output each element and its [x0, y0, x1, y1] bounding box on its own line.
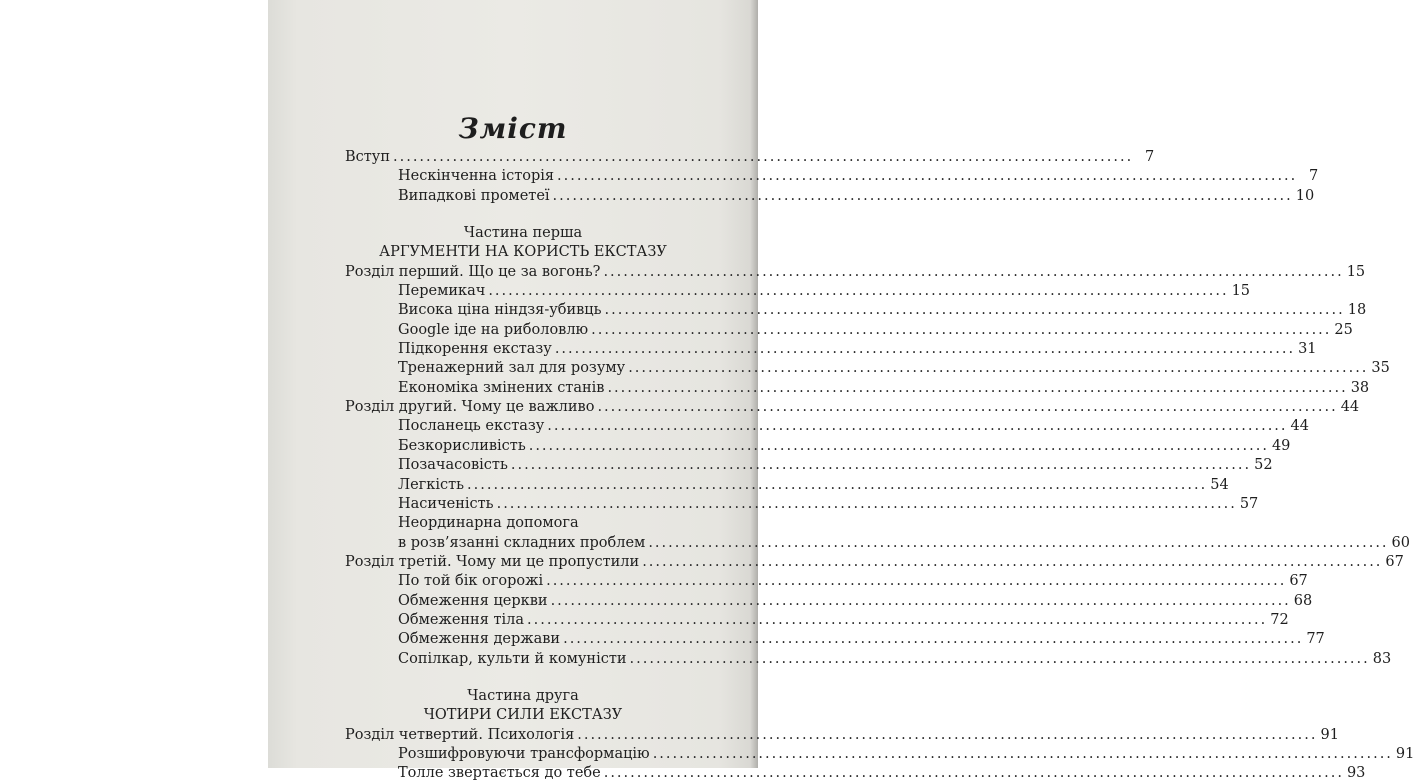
dot-leader: [553, 187, 1293, 206]
toc-entry-label: Розділ четвертий. Психологія: [345, 726, 575, 743]
toc-page-number: 18: [1347, 302, 1367, 319]
dot-leader: [653, 745, 1393, 764]
toc-page-number: 38: [1350, 379, 1370, 396]
dot-leader: [648, 534, 1388, 553]
toc-item[interactable]: [345, 495, 1259, 514]
toc-page-number: 7: [1309, 168, 1319, 185]
dot-leader: [547, 417, 1287, 436]
toc-page-number: 52: [1254, 457, 1273, 474]
toc-entry-label: Посланець екстазу: [398, 418, 545, 435]
dot-leader: [597, 398, 1337, 417]
dot-leader: [529, 437, 1269, 456]
toc-chapter[interactable]: [345, 263, 1366, 282]
toc-entry-label: Перемикач: [398, 283, 486, 300]
toc-page-number: 10: [1295, 187, 1315, 204]
toc-item[interactable]: [345, 340, 1317, 359]
toc-entry-label: Випадкові прометеї: [398, 187, 550, 204]
toc-page-number: 91: [1395, 745, 1414, 762]
toc-entry-label: в розв’язанні складних проблем: [398, 534, 646, 551]
toc-entry-label: Толле звертається до тебе: [398, 765, 601, 782]
toc-item[interactable]: [345, 437, 1291, 456]
toc-item-line1[interactable]: [345, 514, 685, 533]
toc-page-number: 35: [1371, 360, 1390, 377]
dot-leader: [603, 263, 1343, 282]
toc-item[interactable]: [345, 417, 1309, 436]
toc-chapter[interactable]: [345, 398, 1360, 417]
book-page: [268, 0, 1414, 782]
toc-item[interactable]: [345, 167, 1319, 186]
toc-entry-label: Економіка змінених станів: [398, 379, 605, 396]
dot-leader: [527, 611, 1267, 630]
toc-page-number: 57: [1239, 495, 1259, 512]
toc-entry-label: Обмеження тіла: [398, 611, 524, 628]
toc-entry-label: Розшифровуючи трансформацію: [398, 745, 650, 762]
toc-page-number: 67: [1289, 573, 1308, 590]
dot-leader: [607, 379, 1347, 398]
dot-leader: [642, 553, 1382, 572]
toc-entry-label: Нескінченна історія: [398, 168, 555, 185]
part-title: АРГУМЕНТИ НА КОРИСТЬ ЕКСТАЗУ: [379, 244, 667, 261]
dot-leader: [630, 650, 1370, 669]
toc-item[interactable]: [345, 592, 1313, 611]
toc-item[interactable]: [345, 321, 1353, 340]
toc-page-number: 67: [1385, 553, 1404, 570]
toc-page-number: 83: [1372, 650, 1392, 667]
toc-entry-label: Обмеження церкви: [398, 592, 548, 609]
toc-page-number: 25: [1334, 321, 1353, 338]
dot-leader: [577, 726, 1317, 745]
toc-item[interactable]: [345, 572, 1308, 591]
toc-page-number: 60: [1391, 534, 1410, 551]
dot-leader: [488, 282, 1228, 301]
toc-entry-label: Позачасовість: [398, 457, 508, 474]
toc-page-number: 44: [1290, 418, 1309, 435]
dot-leader: [591, 321, 1331, 340]
dot-leader: [555, 340, 1295, 359]
toc-page-number: 15: [1231, 283, 1251, 300]
toc-page-number: 31: [1298, 341, 1317, 358]
toc-item[interactable]: [345, 476, 1229, 495]
toc-entry-label: Розділ третій. Чому ми це пропустили: [345, 553, 640, 570]
dot-leader: [551, 592, 1291, 611]
toc-entry-label: Безкорисливість: [398, 437, 526, 454]
toc-item-line2[interactable]: [345, 534, 1410, 553]
toc-page-number: 54: [1210, 476, 1229, 493]
toc-chapter[interactable]: [345, 553, 1404, 572]
toc-item[interactable]: [345, 650, 1392, 669]
table-of-contents: [345, 148, 1414, 784]
toc-page-number: 44: [1340, 399, 1360, 416]
dot-leader: [546, 572, 1286, 591]
dot-leader: [497, 495, 1237, 514]
toc-chapter-intro[interactable]: [345, 148, 1155, 167]
part-label: Частина друга: [467, 687, 579, 704]
toc-entry-label: Неординарна допомога: [398, 515, 579, 532]
toc-item[interactable]: [345, 745, 1414, 764]
toc-page-number: 77: [1306, 631, 1325, 648]
toc-entry-label: Насиченість: [398, 495, 494, 512]
toc-item[interactable]: [345, 187, 1315, 206]
toc-entry-label: Сопілкар, культи й комуністи: [398, 650, 627, 667]
toc-item[interactable]: [345, 764, 1366, 783]
toc-page-number: 7: [1145, 149, 1155, 165]
toc-page-number: 49: [1271, 437, 1291, 454]
dot-leader: [563, 630, 1303, 649]
dot-leader: [511, 456, 1251, 475]
toc-page-number: 15: [1346, 263, 1366, 280]
toc-item[interactable]: [345, 379, 1370, 398]
spacer: [345, 669, 685, 687]
dot-leader: [605, 301, 1345, 320]
toc-entry-label: Розділ другий. Чому це важливо: [345, 399, 595, 416]
dot-leader: [467, 476, 1207, 495]
toc-item[interactable]: [345, 359, 1390, 378]
dot-leader: [557, 167, 1297, 186]
toc-item[interactable]: [345, 630, 1325, 649]
page-title: Зміст: [458, 112, 568, 145]
toc-entry-label: Легкість: [398, 476, 465, 493]
toc-entry-label: Вступ: [345, 149, 390, 165]
part-title: ЧОТИРИ СИЛИ ЕКСТАЗУ: [423, 707, 623, 724]
toc-page-number: 68: [1293, 592, 1313, 609]
toc-entry-label: Розділ перший. Що це за вогонь?: [345, 263, 601, 280]
toc-page-number: 72: [1270, 611, 1289, 628]
toc-entry-label: Google іде на риболовлю: [398, 321, 589, 338]
toc-chapter[interactable]: [345, 726, 1339, 745]
toc-page-number: 91: [1320, 726, 1339, 743]
toc-item[interactable]: [345, 456, 1273, 475]
toc-page-number: 93: [1346, 765, 1366, 782]
dot-leader: [604, 764, 1344, 783]
toc-entry-label: Висока ціна ніндзя-убивць: [398, 302, 602, 319]
part-label: Частина перша: [463, 225, 583, 242]
spacer: [345, 206, 685, 224]
toc-entry-label: Обмеження держави: [398, 631, 561, 648]
toc-item[interactable]: [345, 301, 1367, 320]
dot-leader: [628, 359, 1368, 378]
toc-item[interactable]: [345, 282, 1251, 301]
toc-entry-label: Підкорення екстазу: [398, 341, 552, 358]
toc-entry-label: По той бік огорожі: [398, 573, 544, 590]
dot-leader: [393, 148, 1133, 167]
toc-entry-label: Тренажерний зал для розуму: [398, 360, 626, 377]
toc-item[interactable]: [345, 611, 1289, 630]
